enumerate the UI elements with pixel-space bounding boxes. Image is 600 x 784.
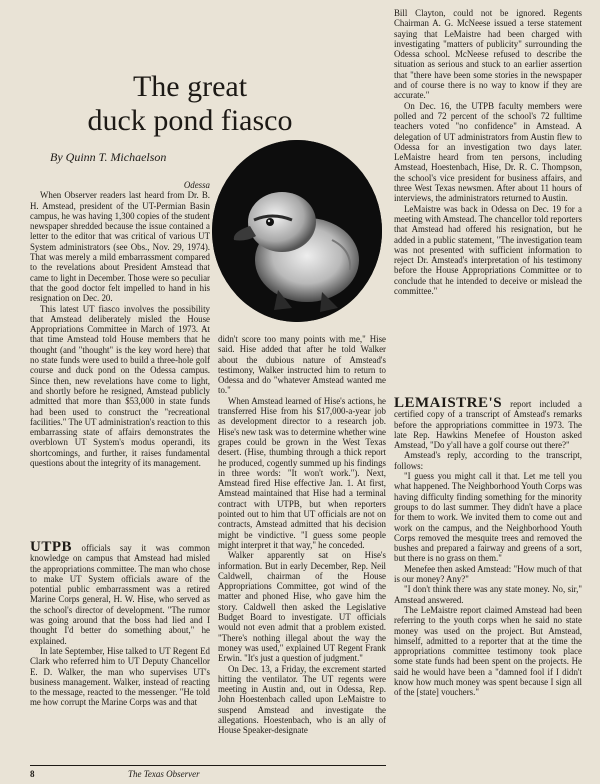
column-2 bbox=[218, 334, 386, 736]
duckling-photo bbox=[212, 140, 382, 322]
paragraph: The LeMaistre report claimed Amstead had been referring to the youth corps when he said no state money was used on the project. But Amstead, himself, admitted to a reporter that at the time the appropriations committee testimony took place some state funds had been spent on the projects. He said he would have been a "damned fool if I didn't know how much money was spent because I sign all of the [state] vouchers." bbox=[394, 604, 582, 698]
column-3-upper bbox=[394, 8, 582, 296]
article-title bbox=[40, 70, 340, 138]
publication-name: The Texas Observer bbox=[128, 769, 200, 779]
section-paragraph bbox=[30, 539, 210, 646]
page-footer bbox=[30, 765, 386, 779]
column-1-lower bbox=[30, 539, 210, 708]
paragraph: Bill Clayton, could not be ignored. Regents Chairman A. G. McNeese issued a terse statement saying that LeMaistre had been charged with investigating "matters of publicity" surrounding the Odessa school. McNeese refused to describe the situation as serious and stuck to an earlier assertion that "there have been some stories in the newspaper and of course there is no way to know if they are accurate." bbox=[394, 8, 582, 101]
section-lead-word: UTPB bbox=[30, 539, 73, 555]
paragraph: When Amstead learned of Hise's actions, he transferred Hise from his $17,000-a-year job as development director to a research job. Hise's new task was to determine whether wine grapes could be grown in the West Texas desert. (Hise, thumbing through a thick report he produced, cogently summed up his findings in three words: "It won't work."). Next, Amstead fired Hise effective Jan. 1. At first, Amstead maintained that Hise had a terminal contract with UTPB, but when reporters pointed out to him that UT officials are not on contracts, Amstead admitted that his decision might be vindictive. "I guess some people might interpret it that way," he conceded. bbox=[218, 395, 386, 550]
section-paragraph bbox=[394, 395, 582, 451]
paragraph: In late September, Hise talked to UT Regent Ed Clark who referred him to UT Deputy Chancellor E. D. Walker, the man who supervises UT's business management. Walker, instead of reacting to the message, reacted to the messenger. "He told me how corrupt the Marine Corps was and that bbox=[30, 645, 210, 708]
column-3-lower bbox=[394, 395, 582, 698]
paragraph: This latest UT fiasco involves the possibility that Amstead deliberately misled the House Appropriations Committee in March of 1973. At that time Amstead told House members that he thought (and "thought" is the key word here) that no state funds were used to build a three-hole golf course and duck pond on the Odessa campus. Since then, new revelations have come to light, and shortly before he resigned, Amstead publicly admitted that more than $53,000 in state funds had been used to construct the "recreational facilities." The UT administration's reaction to this embarrassing state of affairs demonstrates the overblown UT System's modus operandi, its shortcomings, and further, it raises fundamental questions about the integrity of its management. bbox=[30, 303, 210, 469]
paragraph: Walker apparently sat on Hise's information. But in early December, Rep. Neil Caldwell, chairman of the House Appropriations Committee, got wind of the matter and phoned Hise, who gave him the story. Caldwell then asked the Legislative Budget Board to investigate. UT officials would not even admit that a problem existed. "There's nothing illegal about the way the money was used," explained UT Regent Frank Erwin. "It's just a question of judgment." bbox=[218, 550, 386, 664]
paragraph: "I guess you might call it that. Let me tell you what happened. The Neighborhood Youth Corps was having difficulty finding something for the minority groups to do last summer. They didn't have a place for them to work. We invited them to come out and work on the campus, and the Neighborhood Youth Corps removed the mesquite trees and removed the bushes and prepared a fairway and greens of a sort, but there is no grass on them." bbox=[394, 471, 582, 564]
paragraph: didn't score too many points with me," Hise said. Hise added that after he told Walker about the dubious nature of Amstead's testimony, Walker instructed him to return to Odessa and do "whatever Amstead wanted me to." bbox=[218, 334, 386, 396]
dateline: Odessa bbox=[183, 180, 210, 190]
paragraph-text: officials say it was common knowledge on campus that Amstead had misled the appropriations committee. The man who chose to make UT System officials aware of the potential public embarrassment was a retired Marine Corps general, H. W. Hise, who served as the school's director of development. "The rumor was going around that the boss had lied and I thought I'd better do something about," he explained. bbox=[30, 543, 210, 646]
section-lead-word: LEMAISTRE'S bbox=[394, 395, 503, 411]
title-line-1: The great bbox=[132, 70, 248, 103]
paragraph: LeMaistre was back in Odessa on Dec. 19 for a meeting with Amstead. The chancellor told reporters that Amstead had offered his resignation, but he added in a public statement, "The investigation team was not presented with sufficient information to reject Dr. Amstead's interpretation of his testimony before the House Appropriations Committee or to conclude that he intended to deceive or mislead the committee." bbox=[394, 203, 582, 297]
page-number: 8 bbox=[30, 769, 35, 779]
paragraph: On Dec. 16, the UTPB faculty members were polled and 72 percent of the school's 72 fulltime teachers voted "no confidence" in Amstead. A delegation of UT administrators from Austin flew to Odessa for an investigation two days later. LeMaistre heard from ten persons, including Amstead, Hoestenbach, Hise, Dr. R. C. Thompson, the school's vice president for business affairs, and three West Texas newsmen. After about 11 hours of interviews, the administrators returned to Austin. bbox=[394, 100, 582, 204]
paragraph: Menefee then asked Amstead: "How much of that is our money? Any?" bbox=[394, 563, 582, 585]
column-1-upper bbox=[30, 180, 210, 468]
byline: By Quinn T. Michaelson bbox=[50, 150, 167, 164]
paragraph: When Observer readers last heard from Dr. B. H. Amstead, president of the UT-Permian Basin campus, he was having 1,300 copies of the student newspaper shredded because the issue contained a letter to the editor that was critical of various UT System administrators (see Obs., Nov. 29, 1974). That was merely a mild embarrassment compared to the revelations about President Amstead that came to light in December. Those were so peculiar that the good doctor felt impelled to hand in his resignation on Dec. 20. bbox=[30, 190, 210, 304]
title-line-2: duck pond fiasco bbox=[87, 104, 293, 137]
paragraph: "I don't think there was any state money. No, sir," Amstead answered. bbox=[394, 584, 582, 605]
paragraph: Amstead's reply, according to the transcript, follows: bbox=[394, 450, 582, 471]
paragraph: On Dec. 13, a Friday, the excrement started hitting the ventilator. The UT regents were meeting in Austin and, out in Odessa, Rep. John Hoestenbach called upon LeMaistre to suspend Amstead and investigate the allegations. Hoestenbach, who is an ally of House Speaker-designate bbox=[218, 663, 386, 736]
paragraph-text: report included a certified copy of a transcript of Amstead's remarks before the appropriations committee in 1973. The late Rep. Hawkins Menefee of Houston asked Amstead, "Do y'all have a golf course out there?" bbox=[394, 399, 582, 451]
duckling-illustration bbox=[212, 140, 382, 322]
